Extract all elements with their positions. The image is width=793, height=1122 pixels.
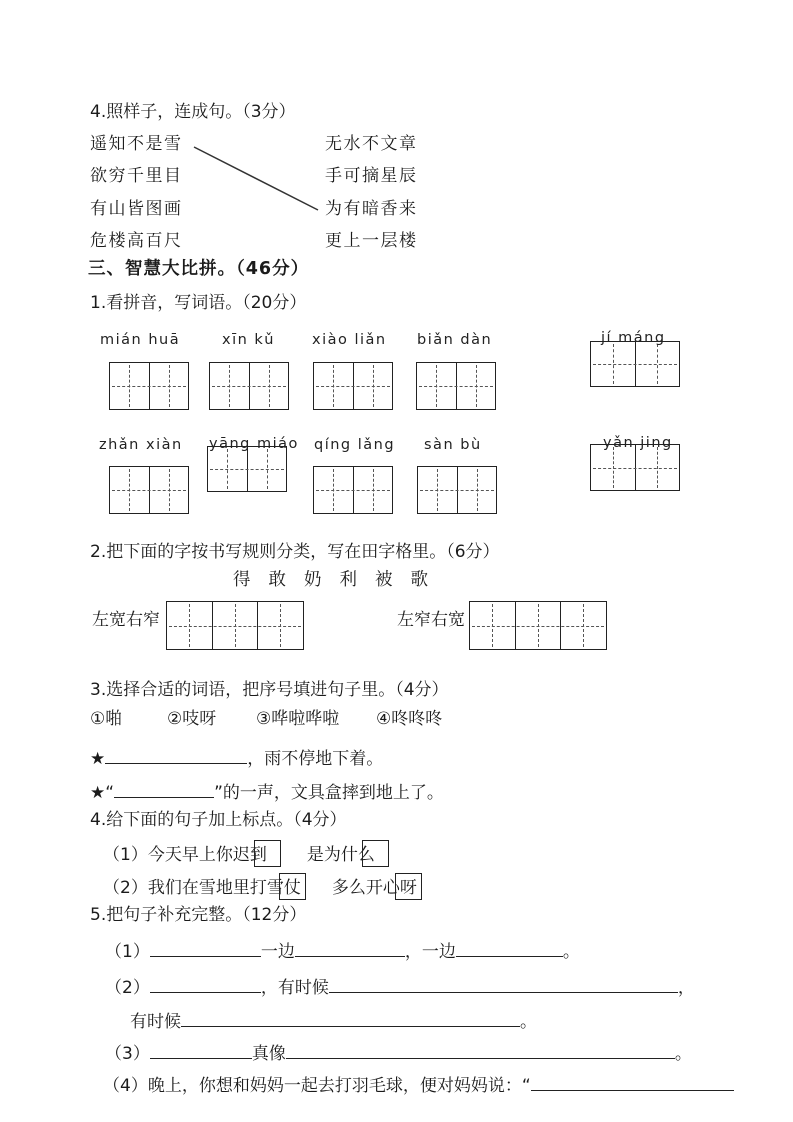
q5-item2-text: ，有时候 — [260, 978, 329, 998]
q3-sentence-2-text: ”的一声，文具盒摔到地上了。 — [214, 783, 444, 803]
dashed-guide-line — [235, 604, 236, 647]
fill-blank[interactable] — [150, 975, 261, 993]
q2-label-right: 左窄右宽 — [397, 610, 465, 630]
q5-item3-period: 。 — [674, 1044, 692, 1064]
tianzige-grid[interactable] — [207, 446, 287, 492]
q4-punct-header: 4.给下面的句子加上标点。（4分） — [90, 810, 347, 830]
dashed-guide-line — [280, 604, 281, 647]
q2-header: 2.把下面的字按书写规则分类，写在田字格里。（6分） — [90, 542, 500, 562]
tianzige-cell[interactable] — [257, 602, 303, 649]
dashed-guide-line — [538, 604, 539, 647]
dashed-guide-line — [492, 604, 493, 647]
tianzige-grid[interactable] — [590, 341, 680, 387]
connect-right-item[interactable]: 为有暗香来 — [325, 199, 418, 219]
tianzige-cell[interactable] — [353, 467, 393, 513]
pinyin-label: xiào liǎn — [312, 332, 387, 348]
fill-blank[interactable] — [114, 780, 214, 798]
punctuation-box[interactable] — [395, 873, 422, 900]
q3-header: 3.选择合适的词语，把序号填进句子里。（4分） — [90, 680, 449, 700]
dashed-guide-line — [129, 469, 130, 511]
q5-item4-text: 晚上，你想和妈妈一起去打羽毛球，便对妈妈说：“ — [147, 1076, 531, 1096]
q3-sentence-1 — [90, 746, 383, 768]
tianzige-grid[interactable] — [109, 362, 189, 410]
q4-line1-text2: 是为什么 — [306, 845, 375, 865]
pinyin-label: sàn bù — [424, 437, 482, 453]
tianzige-cell[interactable] — [314, 363, 353, 409]
q5-item3-text: 真像 — [251, 1044, 286, 1064]
q2-char: 敢 — [268, 570, 286, 590]
tianzige-cell[interactable] — [353, 363, 393, 409]
tianzige-cell[interactable] — [210, 363, 249, 409]
tianzige-cell[interactable] — [149, 467, 189, 513]
tianzige-cell[interactable] — [591, 342, 635, 386]
dashed-guide-line — [129, 365, 130, 407]
q3-option-4: ④咚咚咚 — [376, 709, 443, 729]
q3-sentence-1-text: ，雨不停地下着。 — [247, 749, 384, 769]
connect-left-item[interactable]: 欲穷千里目 — [90, 166, 183, 186]
punctuation-box[interactable] — [254, 840, 281, 867]
connection-line — [90, 130, 340, 225]
dashed-guide-line — [333, 469, 334, 511]
dashed-guide-line — [583, 604, 584, 647]
star-bullet: ★“ — [90, 783, 115, 803]
q2-char: 被 — [375, 570, 393, 590]
q5-item1-text2: ，一边 — [404, 942, 456, 962]
tianzige-cell[interactable] — [418, 467, 457, 513]
fill-blank[interactable] — [456, 939, 563, 957]
tianzige-cell[interactable] — [457, 467, 497, 513]
tianzige-cell[interactable] — [417, 363, 456, 409]
tianzige-grid[interactable] — [209, 362, 289, 410]
tianzige-cell[interactable] — [635, 445, 680, 490]
dashed-guide-line — [169, 365, 170, 407]
fill-blank[interactable] — [105, 746, 247, 764]
q5-item-3 — [105, 1041, 692, 1063]
connect-left-item[interactable]: 危楼高百尺 — [90, 231, 183, 251]
item-number: （4） — [103, 1076, 148, 1096]
tianzige-cell[interactable] — [635, 342, 680, 386]
tianzige-cell[interactable] — [456, 363, 496, 409]
dashed-guide-line — [477, 469, 478, 511]
pinyin-label: jí máng — [601, 330, 666, 346]
item-number: （2） — [105, 978, 150, 998]
dashed-guide-line — [169, 469, 170, 511]
q2-characters-row — [233, 572, 428, 590]
q3-option-2: ②吱呀 — [167, 709, 217, 729]
q2-label-left: 左宽右窄 — [92, 610, 160, 630]
q2-char: 利 — [339, 570, 357, 590]
tianzige-cell[interactable] — [149, 363, 189, 409]
fill-blank[interactable] — [295, 939, 405, 957]
dashed-guide-line — [229, 365, 230, 407]
punctuation-box[interactable] — [279, 873, 306, 900]
item-number: （3） — [105, 1044, 150, 1064]
tianzige-cell[interactable] — [249, 363, 289, 409]
tianzige-cell[interactable] — [110, 363, 149, 409]
fill-blank[interactable] — [150, 1041, 252, 1059]
q3-option-1: ①啪 — [90, 709, 123, 729]
dashed-guide-line — [657, 447, 658, 488]
fill-blank[interactable] — [531, 1073, 734, 1091]
tianzige-cell[interactable] — [208, 447, 247, 491]
dashed-guide-line — [613, 344, 614, 384]
q4-line1-text1: （1）今天早上你迟到 — [103, 845, 267, 865]
tianzige-grid[interactable] — [166, 601, 304, 650]
q5-item-1 — [105, 939, 580, 961]
tianzige-cell[interactable] — [212, 602, 258, 649]
fill-blank[interactable] — [286, 1041, 675, 1059]
tianzige-grid[interactable] — [416, 362, 496, 410]
q5-item-2 — [105, 975, 695, 997]
q4-punct-line2 — [103, 873, 422, 900]
dashed-guide-line — [373, 365, 374, 407]
q4-connect-header: 4.照样子，连成句。（3分） — [90, 102, 296, 122]
tianzige-grid[interactable] — [313, 466, 393, 514]
connect-right-item[interactable]: 手可摘星辰 — [325, 166, 418, 186]
q3-option-3: ③哗啦哗啦 — [256, 709, 340, 729]
connect-right-item[interactable]: 无水不文章 — [325, 134, 418, 154]
connect-left-item[interactable]: 有山皆图画 — [90, 199, 183, 219]
q2-char: 奶 — [304, 570, 322, 590]
fill-blank[interactable] — [181, 1009, 520, 1027]
tianzige-cell[interactable] — [515, 602, 561, 649]
q5-item1-text1: 一边 — [260, 942, 295, 962]
tianzige-cell[interactable] — [167, 602, 212, 649]
connect-left-item[interactable]: 遥知不是雪 — [90, 134, 183, 154]
q4-line2-text2: 多么开心呀 — [331, 878, 417, 898]
item-number: （1） — [105, 942, 150, 962]
pinyin-label: mián huā — [100, 332, 181, 348]
fill-blank[interactable] — [150, 939, 261, 957]
dashed-guide-line — [267, 449, 268, 489]
connect-right-item[interactable]: 更上一层楼 — [325, 231, 418, 251]
dashed-guide-line — [437, 469, 438, 511]
q4-punct-line1 — [103, 840, 389, 867]
tianzige-cell[interactable] — [591, 445, 635, 490]
star-bullet: ★ — [90, 749, 106, 769]
tianzige-cell[interactable] — [247, 447, 287, 491]
q5-item2-comma: ， — [677, 978, 695, 998]
pinyin-label: biǎn dàn — [417, 332, 493, 348]
section-three-header: 三、智慧大比拼。（46分） — [88, 259, 310, 279]
dashed-guide-line — [189, 604, 190, 647]
q5-item2b-period: 。 — [520, 1012, 537, 1032]
dashed-guide-line — [613, 447, 614, 488]
punctuation-box[interactable] — [362, 840, 389, 867]
pinyin-label: yǎn jing — [603, 435, 673, 451]
dashed-guide-line — [269, 365, 270, 407]
tianzige-cell[interactable] — [314, 467, 353, 513]
q5-item-2-cont — [130, 1009, 537, 1031]
tianzige-grid[interactable] — [417, 466, 497, 514]
q2-char: 得 — [233, 570, 251, 590]
tianzige-cell[interactable] — [560, 602, 606, 649]
q5-item-4 — [103, 1073, 734, 1095]
pinyin-label: yāng miáo — [209, 436, 299, 452]
q4-line2-text1: （2）我们在雪地里打雪仗 — [103, 878, 301, 898]
tianzige-grid[interactable] — [313, 362, 393, 410]
q5-item2b-text: 有时候 — [130, 1012, 181, 1032]
dashed-guide-line — [373, 469, 374, 511]
tianzige-cell[interactable] — [110, 467, 149, 513]
dashed-guide-line — [476, 365, 477, 407]
q5-header: 5.把句子补充完整。（12分） — [90, 905, 307, 925]
dashed-guide-line — [657, 344, 658, 384]
tianzige-grid[interactable] — [109, 466, 189, 514]
tianzige-grid[interactable] — [590, 444, 680, 491]
q2-char: 歌 — [410, 570, 428, 590]
dashed-guide-line — [333, 365, 334, 407]
q1-header: 1.看拼音，写词语。（20分） — [90, 293, 307, 313]
q3-sentence-2 — [90, 780, 444, 802]
tianzige-grid[interactable] — [469, 601, 607, 650]
fill-blank[interactable] — [329, 975, 678, 993]
tianzige-cell[interactable] — [470, 602, 515, 649]
pinyin-label: zhǎn xiàn — [99, 437, 183, 453]
dashed-guide-line — [436, 365, 437, 407]
q5-item1-period: 。 — [562, 942, 580, 962]
pinyin-label: xīn kǔ — [222, 332, 275, 348]
pinyin-label: qíng lǎng — [314, 437, 396, 453]
dashed-guide-line — [227, 449, 228, 489]
